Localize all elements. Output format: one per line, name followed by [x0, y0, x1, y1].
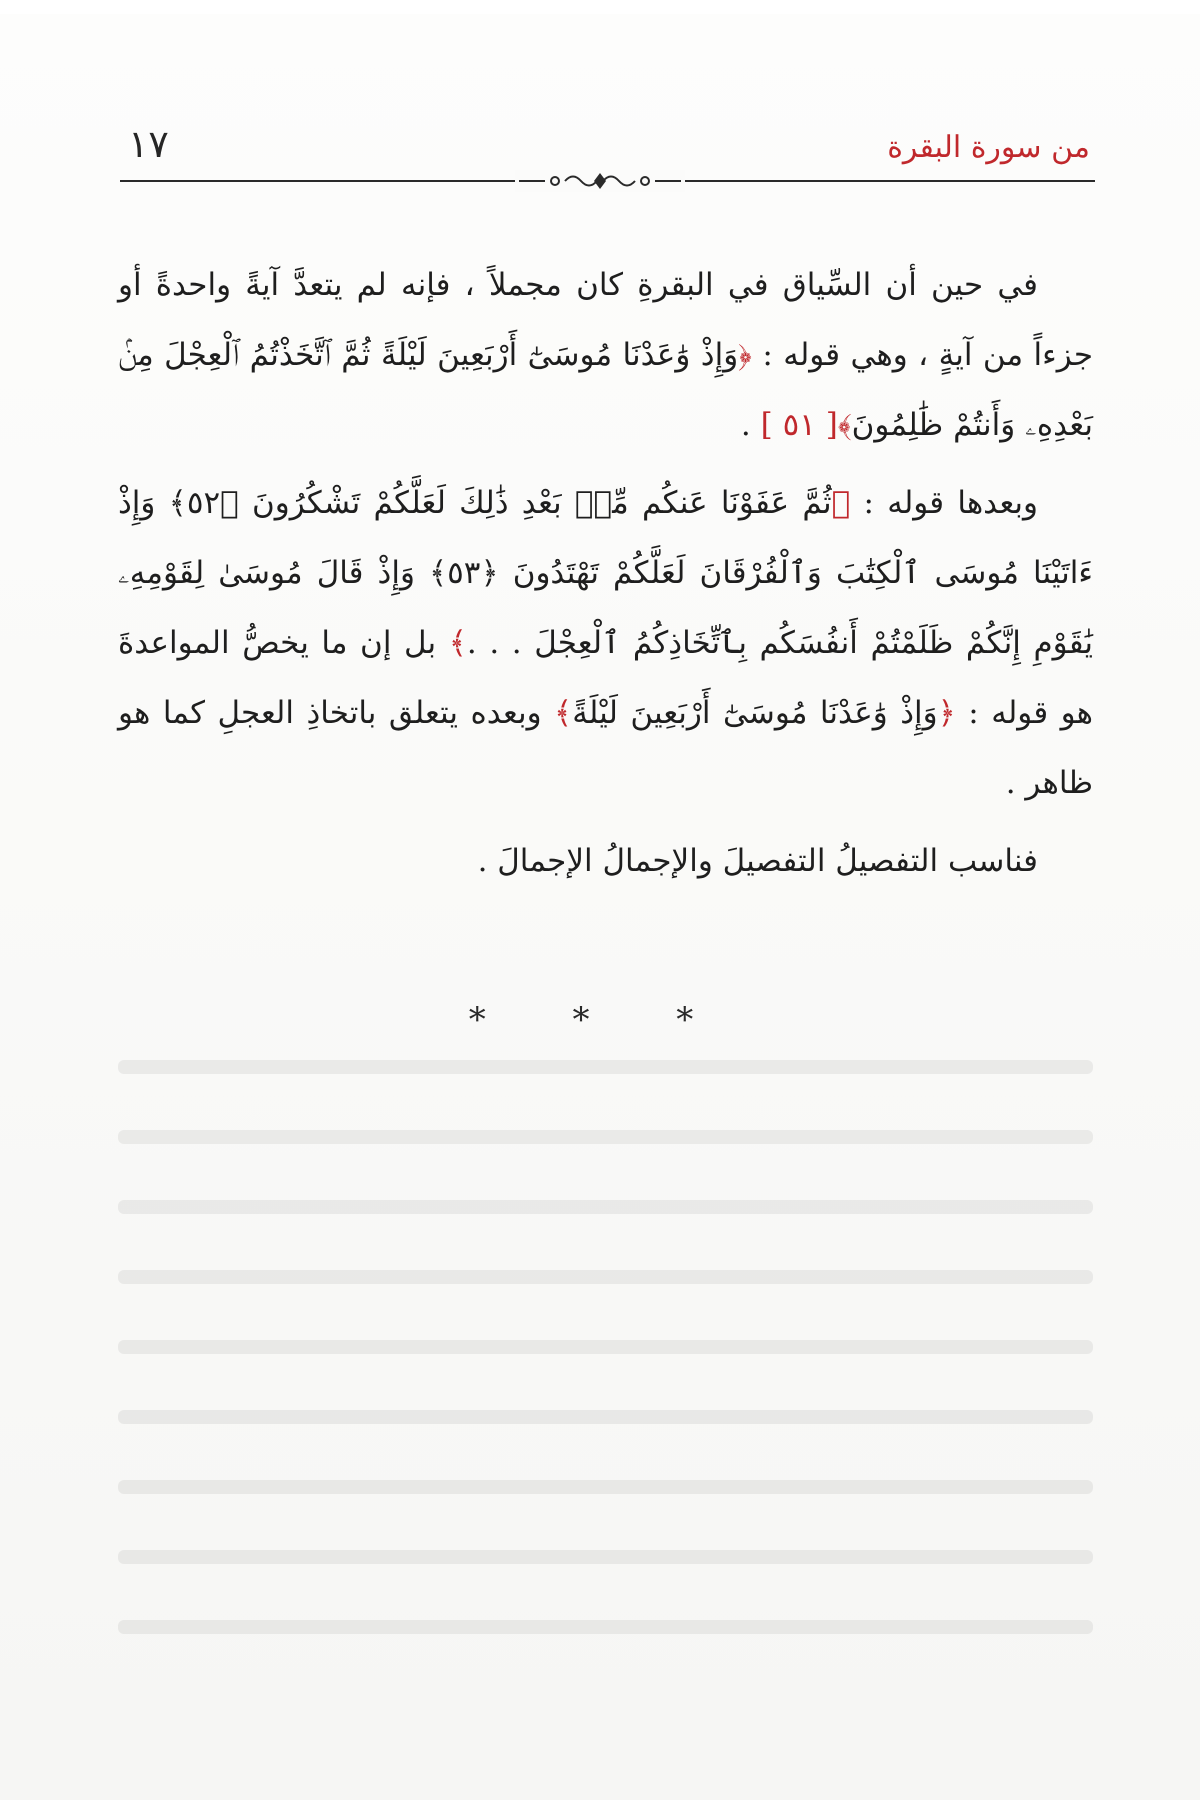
quran-verse: ثُمَّ عَفَوْنَا عَنكُم مِّنۢ بَعْدِ ذَٰلِكَ لَعَلَّكُمْ تَشْكُرُونَ ﴿٥٢﴾ وَإِذْ ءَاتَيْنَا مُوسَى ٱلْكِتَٰبَ وَٱلْفُرْقَانَ لَعَلَّكُمْ تَهْتَدُونَ ﴿٥٣﴾ وَإِذْ قَالَ مُوسَىٰ لِقَوْمِهِۦ يَٰقَوْمِ إِنَّكُمْ ظَلَمْتُمْ أَنفُسَكُم بِٱتِّخَاذِكُمُ ٱلْعِجْلَ . . .: [118, 485, 1093, 661]
quran-bracket-close: ﴾: [554, 695, 573, 731]
quran-bracket-close: ﴾: [448, 625, 467, 661]
show-through-text: [118, 1060, 1093, 1700]
paragraph-2-middle: بل إن ما يخصُّ المواعدةَ هو قوله :: [118, 625, 1093, 731]
paragraph-3: فناسب التفصيلُ التفصيلَ والإجمالُ الإجمالَ .: [477, 843, 1038, 879]
quran-bracket-close: ﴾: [837, 407, 852, 443]
running-title: من سورة البقرة: [887, 130, 1090, 165]
verse-reference: [ ٥١ ]: [760, 407, 838, 443]
paragraph-2-text: وبعدها قوله :: [850, 485, 1038, 521]
page-number: ١٧: [128, 122, 169, 166]
section-separator: * * *: [468, 1000, 732, 1040]
paragraph-1-text: في حين أن السِّياق في البقرةِ كان مجملاً ، فإنه لم يتعدَّ آيةً واحدةً أو جزءاً من آيةٍ ، وهي قوله :: [118, 267, 1093, 373]
quran-bracket-open: ﴿: [937, 695, 956, 731]
paragraph-2: [118, 468, 1093, 818]
page-top-edge: [0, 0, 1200, 14]
ornament-icon: [515, 170, 685, 192]
quran-bracket-open: ﴿: [831, 485, 851, 521]
paragraph-2-end: وبعده يتعلق باتخاذِ العجلِ كما هو ظاهر .: [118, 695, 1093, 801]
paragraph-1-end: .: [740, 407, 761, 443]
quran-bracket-open: ﴿: [738, 337, 752, 373]
quran-verse: وَإِذْ وَٰعَدْنَا مُوسَىٰٓ أَرْبَعِينَ لَيْلَةً ثُمَّ ٱتَّخَذْتُمُ ٱلْعِجْلَ مِنۢ بَعْدِهِۦ وَأَنتُمْ ظَٰلِمُونَ: [118, 337, 1093, 443]
paragraph-1: [118, 250, 1093, 460]
quran-verse: وَإِذْ وَٰعَدْنَا مُوسَىٰٓ أَرْبَعِينَ لَيْلَةً: [572, 695, 938, 731]
body-text: [118, 250, 1093, 896]
